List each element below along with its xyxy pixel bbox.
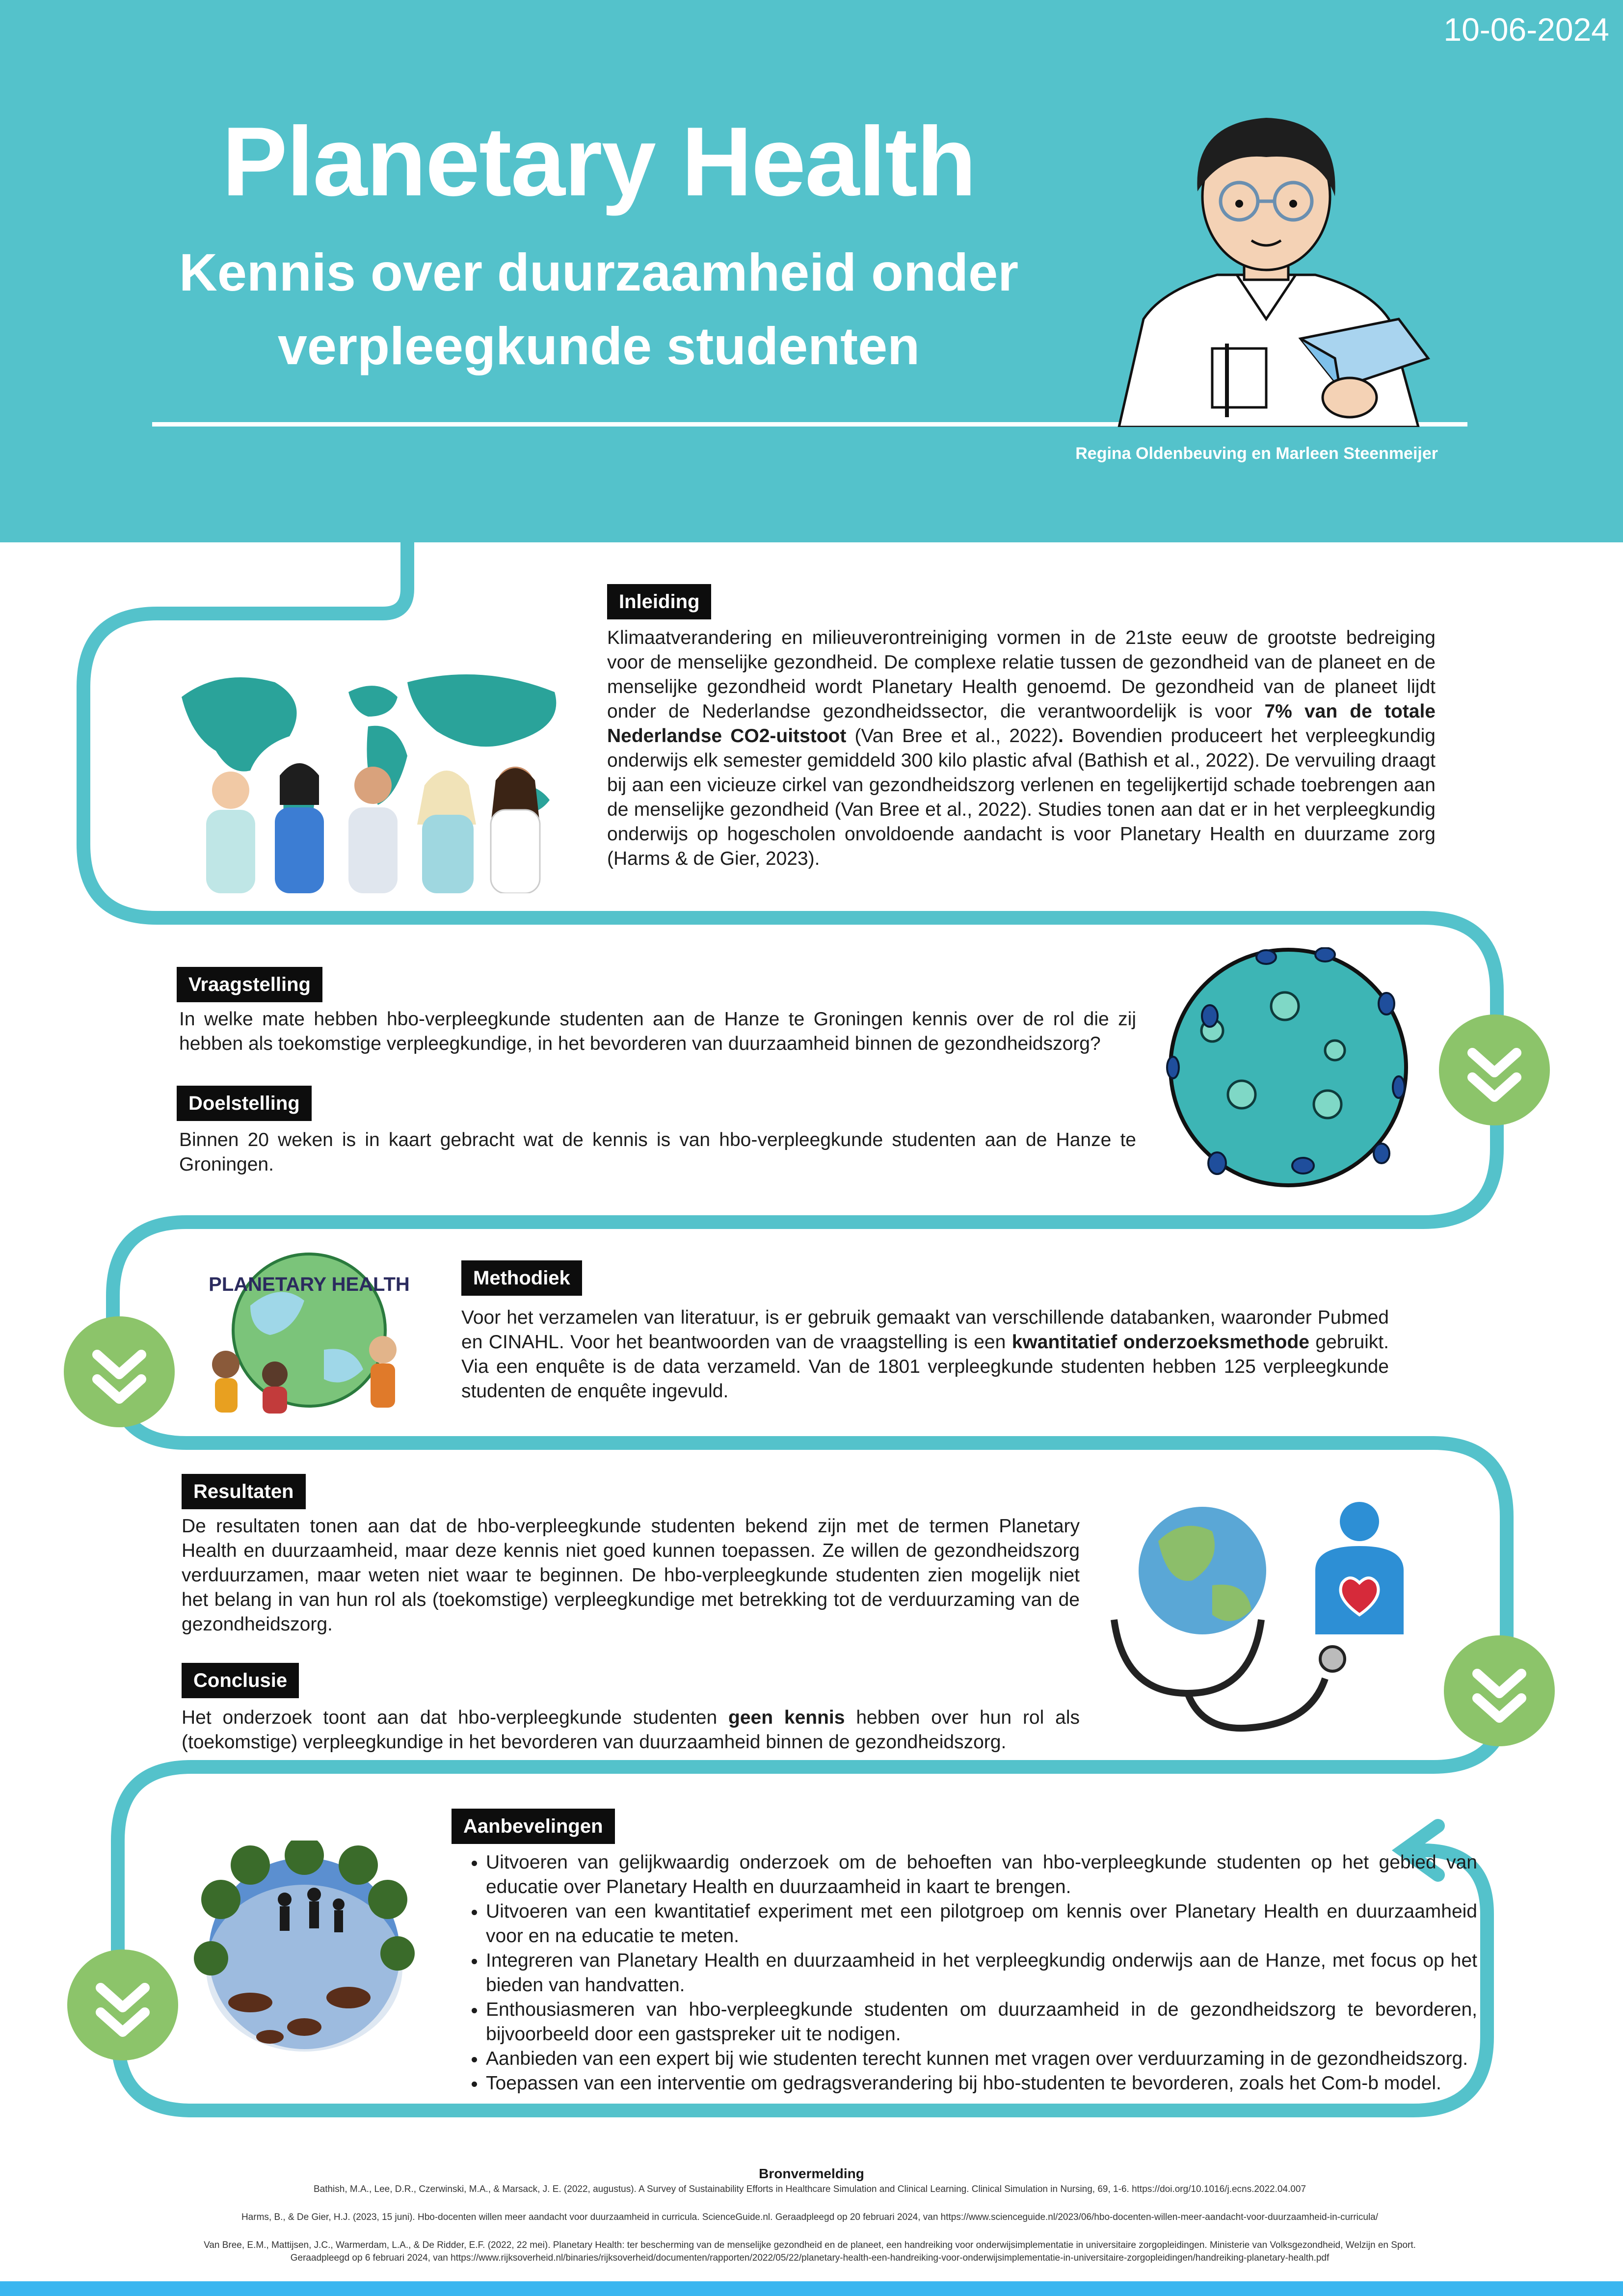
chevron-down-icon [66, 1949, 179, 2061]
authors: Regina Oldenbeuving en Marleen Steenmeijer [1075, 444, 1438, 463]
list-item: • Uitvoeren van gelijkwaardig onderzoek om de behoeften van hbo-verpleegkunde studenten op het gebied van educatie over Planetary Health en duurzaamheid in kaart te brengen. [486, 1850, 1477, 1899]
reference-item: Geraadpleegd op 6 februari 2024, van https://www.rijksoverheid.nl/binaries/rijksoverheid/documenten/rapporten/2022/05/22/planetary-health-een-handreiking-voor-onderwijsimplementatie-in-universitaire-zorgopleidingen/handreiking-planetary-health.pdf [290, 2253, 1330, 2263]
label-vraagstelling: Vraagstelling [177, 967, 322, 1002]
bottom-bar [0, 2281, 1623, 2296]
bronvermelding-title: Bronvermelding [759, 2166, 864, 2181]
vraagstelling-text: In welke mate hebben hbo-verpleegkunde studenten aan de Hanze te Groningen kennis over de rol die zij hebben als toekomstige verpleegkundige, in het bevorderen van duurzaamheid binnen de gezondheidszorg? [179, 1009, 1136, 1054]
reference-item: Van Bree, E.M., Mattijsen, J.C., Warmerdam, L.A., & De Ridder, E.F. (2022, 22 mei). Planetary Health: ter bescherming van de menselijke gezondheid en de planeet, een handreiking voor onderwijsimplementatie in universitaire zorgopleidingen. Ministerie van Volksgezondheid, Welzijn en Sport. [204, 2240, 1416, 2250]
resultaten-text: De resultaten tonen aan dat de hbo-verpleegkunde studenten bekend zijn met de termen Planetary Health en duurzaamheid, maar deze kennis niet goed kunnen toepassen. Ze willen de gezondheidszorg verduurzamen, maar weten niet waar te beginnen. De hbo-verpleegkunde studenten zien mogelijk niet het belang in van hun rol als (toekomstige) verpleegkundige met betrekking tot de verduurzaming van de gezondheidszorg. [182, 1516, 1080, 1635]
list-item: • Integreren van Planetary Health en duurzaamheid in het verpleegkundig onderwijs aan de Hanze, met focus op het bieden van handvatten. [486, 1949, 1477, 1998]
subtitle-line-1: Kennis over duurzaamheid onder [179, 242, 1019, 302]
header-banner [0, 0, 1623, 542]
list-item: • Toepassen van een interventie om gedragsverandering bij hbo-studenten te bevorderen, zoals het Com-b model. [486, 2071, 1477, 2096]
conclusie-text: Het onderzoek toont aan dat hbo-verpleegkunde studenten geen kennis hebben over hun rol als (toekomstige) verpleegkundige in het bevorderen van duurzaamheid binnen de gezondheidszorg. [182, 1707, 1080, 1753]
chevron-down-icon [1443, 1634, 1556, 1747]
label-aanbevelingen: Aanbevelingen [452, 1809, 615, 1844]
list-item: • Uitvoeren van een kwantitatief experiment met een pilotgroep om kennis over Planetary Health en duurzaamheid voor en na educatie te meten. [486, 1899, 1477, 1949]
inleiding-text: Klimaatverandering en milieuverontreiniging vormen in de 21ste eeuw de grootste bedreiging voor de menselijke gezondheid. De complexe relatie tussen de gezondheid van de planeet en de menselijke gezondheid wordt Planetary Health genoemd. De gezondheid van de planeet lijdt onder de Nederlandse gezondheidssector, die verantwoordelijk is voor 7% van de totale Nederlandse CO2-uitstoot (Van Bree et al., 2022). Bovendien produceert het verpleegkundig onderwijs elk semester gemiddeld 300 kilo plastic afval (Bathish et al., 2022). De vervuiling draagt bij aan een vicieuze cirkel van gezondheidszorg verlenen en tegelijkertijd schade toebrengen aan de menselijke gezondheid (Van Bree et al., 2022). Studies tonen aan dat er in het verpleegkundig onderwijs op hogescholen onvoldoende aandacht is voor Planetary Health en duurzame zorg (Harms & de Gier, 2023). [607, 627, 1436, 869]
student-reading-illustration [1104, 113, 1448, 427]
globe-stethoscope-illustration [1104, 1502, 1418, 1742]
planetary-health-logo-text: PLANETARY HEALTH [209, 1274, 410, 1295]
label-inleiding: Inleiding [607, 584, 711, 619]
doelstelling-text: Binnen 20 weken is in kaart gebracht wat de kennis is van hbo-verpleegkunde studenten aan de Hanze te Groningen. [179, 1129, 1136, 1175]
chevron-down-icon [63, 1315, 176, 1428]
date: 10-06-2024 [1443, 11, 1609, 48]
methodiek-text: Voor het verzamelen van literatuur, is er gebruik gemaakt van verschillende databanken, waaronder Pubmed en CINAHL. Voor het beantwoorden van de vraagstelling is een kwantitatief onderzoeksmethode gebruikt. Via een enquête is de data verzameld. Van de 1801 verpleegkunde studenten hebben 125 verpleegkunde studenten de enquête ingevuld. [461, 1307, 1389, 1402]
chevron-down-icon [1438, 1014, 1551, 1126]
aanbevelingen-list [461, 1850, 1477, 2096]
microbe-globe-illustration [1163, 947, 1413, 1188]
page-subtitle [118, 236, 1080, 383]
reference-item: Harms, B., & De Gier, H.J. (2023, 15 juni). Hbo-docenten willen meer aandacht voor duurzaamheid in curricula. ScienceGuide.nl. Geraadpleegd op 20 februari 2024, van https://www.scienceguide.nl/2023/06/hbo-docenten-willen-meer-aandacht-voor-duurzaamheid-in-curricula/ [241, 2212, 1379, 2222]
planetary-health-globe-illustration [206, 1252, 412, 1414]
world-map-nurses-illustration [162, 658, 589, 893]
label-conclusie: Conclusie [182, 1663, 299, 1698]
label-doelstelling: Doelstelling [177, 1086, 312, 1121]
list-item: • Aanbieden van een expert bij wie studenten terecht kunnen met vragen over verduurzaming in de gezondheidszorg. [486, 2047, 1477, 2071]
earth-biodiversity-illustration [191, 1841, 417, 2066]
subtitle-line-2: verpleegkunde studenten [277, 316, 920, 375]
reference-item: Bathish, M.A., Lee, D.R., Czerwinski, M.A., & Marsack, J. E. (2022, augustus). A Survey of Sustainability Efforts in Healthcare Simulation and Clinical Learning. Clinical Simulation in Nursing, 69, 1-6. https://doi.org/10.1016/j.ecns.2022.04.007 [313, 2184, 1306, 2194]
page-title: Planetary Health [222, 107, 976, 216]
label-resultaten: Resultaten [182, 1474, 306, 1509]
label-methodiek: Methodiek [461, 1260, 582, 1296]
list-item: • Enthousiasmeren van hbo-verpleegkunde studenten om duurzaamheid in de gezondheidszorg te bevorderen, bijvoorbeeld door een gastspreker uit te nodigen. [486, 1998, 1477, 2047]
